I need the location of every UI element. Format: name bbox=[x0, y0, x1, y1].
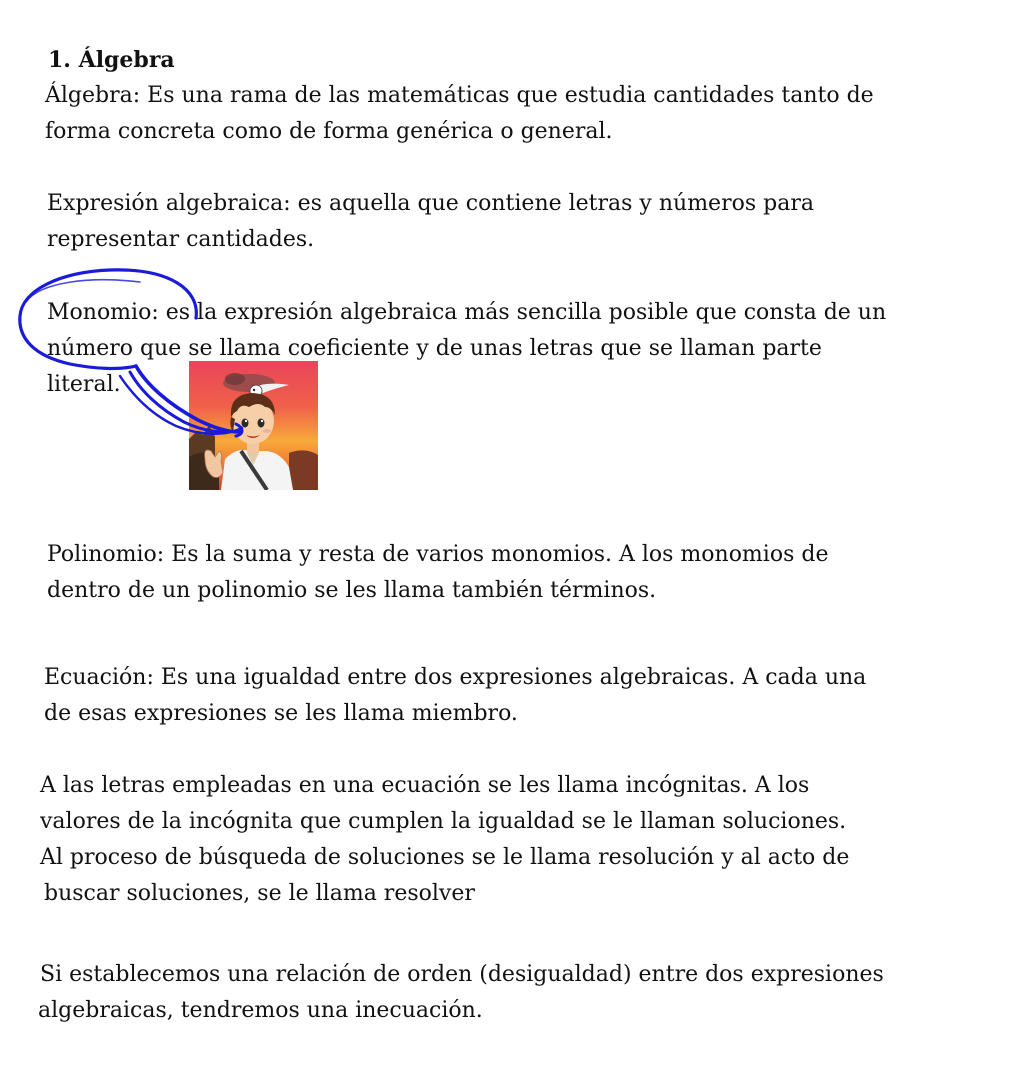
paragraph-line: buscar soluciones, se le llama resolver bbox=[44, 881, 475, 906]
paragraph-line: de esas expresiones se les llama miembro. bbox=[44, 701, 518, 726]
cartoon-boy-avatar bbox=[189, 361, 318, 490]
paragraph-line: dentro de un polinomio se les llama también términos. bbox=[47, 578, 657, 603]
paragraph-line: A las letras empleadas en una ecuación se les llama incógnitas. A los bbox=[40, 773, 810, 798]
paragraph-line: representar cantidades. bbox=[47, 227, 315, 252]
paragraph-line: Al proceso de búsqueda de soluciones se le llama resolución y al acto de bbox=[40, 845, 850, 870]
paragraph-line: Si establecemos una relación de orden (desigualdad) entre dos expresiones bbox=[40, 962, 884, 987]
paragraph-line: número que se llama coeficiente y de unas letras que se llaman parte bbox=[47, 336, 822, 361]
section-heading: 1. Álgebra bbox=[48, 47, 175, 73]
paragraph-line: Expresión algebraica: es aquella que contiene letras y números para bbox=[47, 191, 814, 216]
paragraph-line: forma concreta como de forma genérica o general. bbox=[45, 119, 613, 144]
paragraph-line: literal. bbox=[47, 372, 121, 397]
paragraph-line: Álgebra: Es una rama de las matemáticas que estudia cantidades tanto de bbox=[45, 83, 874, 108]
paragraph-line: valores de la incógnita que cumplen la igualdad se le llaman soluciones. bbox=[40, 809, 847, 834]
paragraph-line: Polinomio: Es la suma y resta de varios monomios. A los monomios de bbox=[47, 542, 829, 567]
paragraph-line: algebraicas, tendremos una inecuación. bbox=[38, 998, 483, 1023]
paragraph-line: Monomio: es la expresión algebraica más sencilla posible que consta de un bbox=[47, 300, 887, 325]
paragraph-line: Ecuación: Es una igualdad entre dos expresiones algebraicas. A cada una bbox=[44, 665, 867, 690]
